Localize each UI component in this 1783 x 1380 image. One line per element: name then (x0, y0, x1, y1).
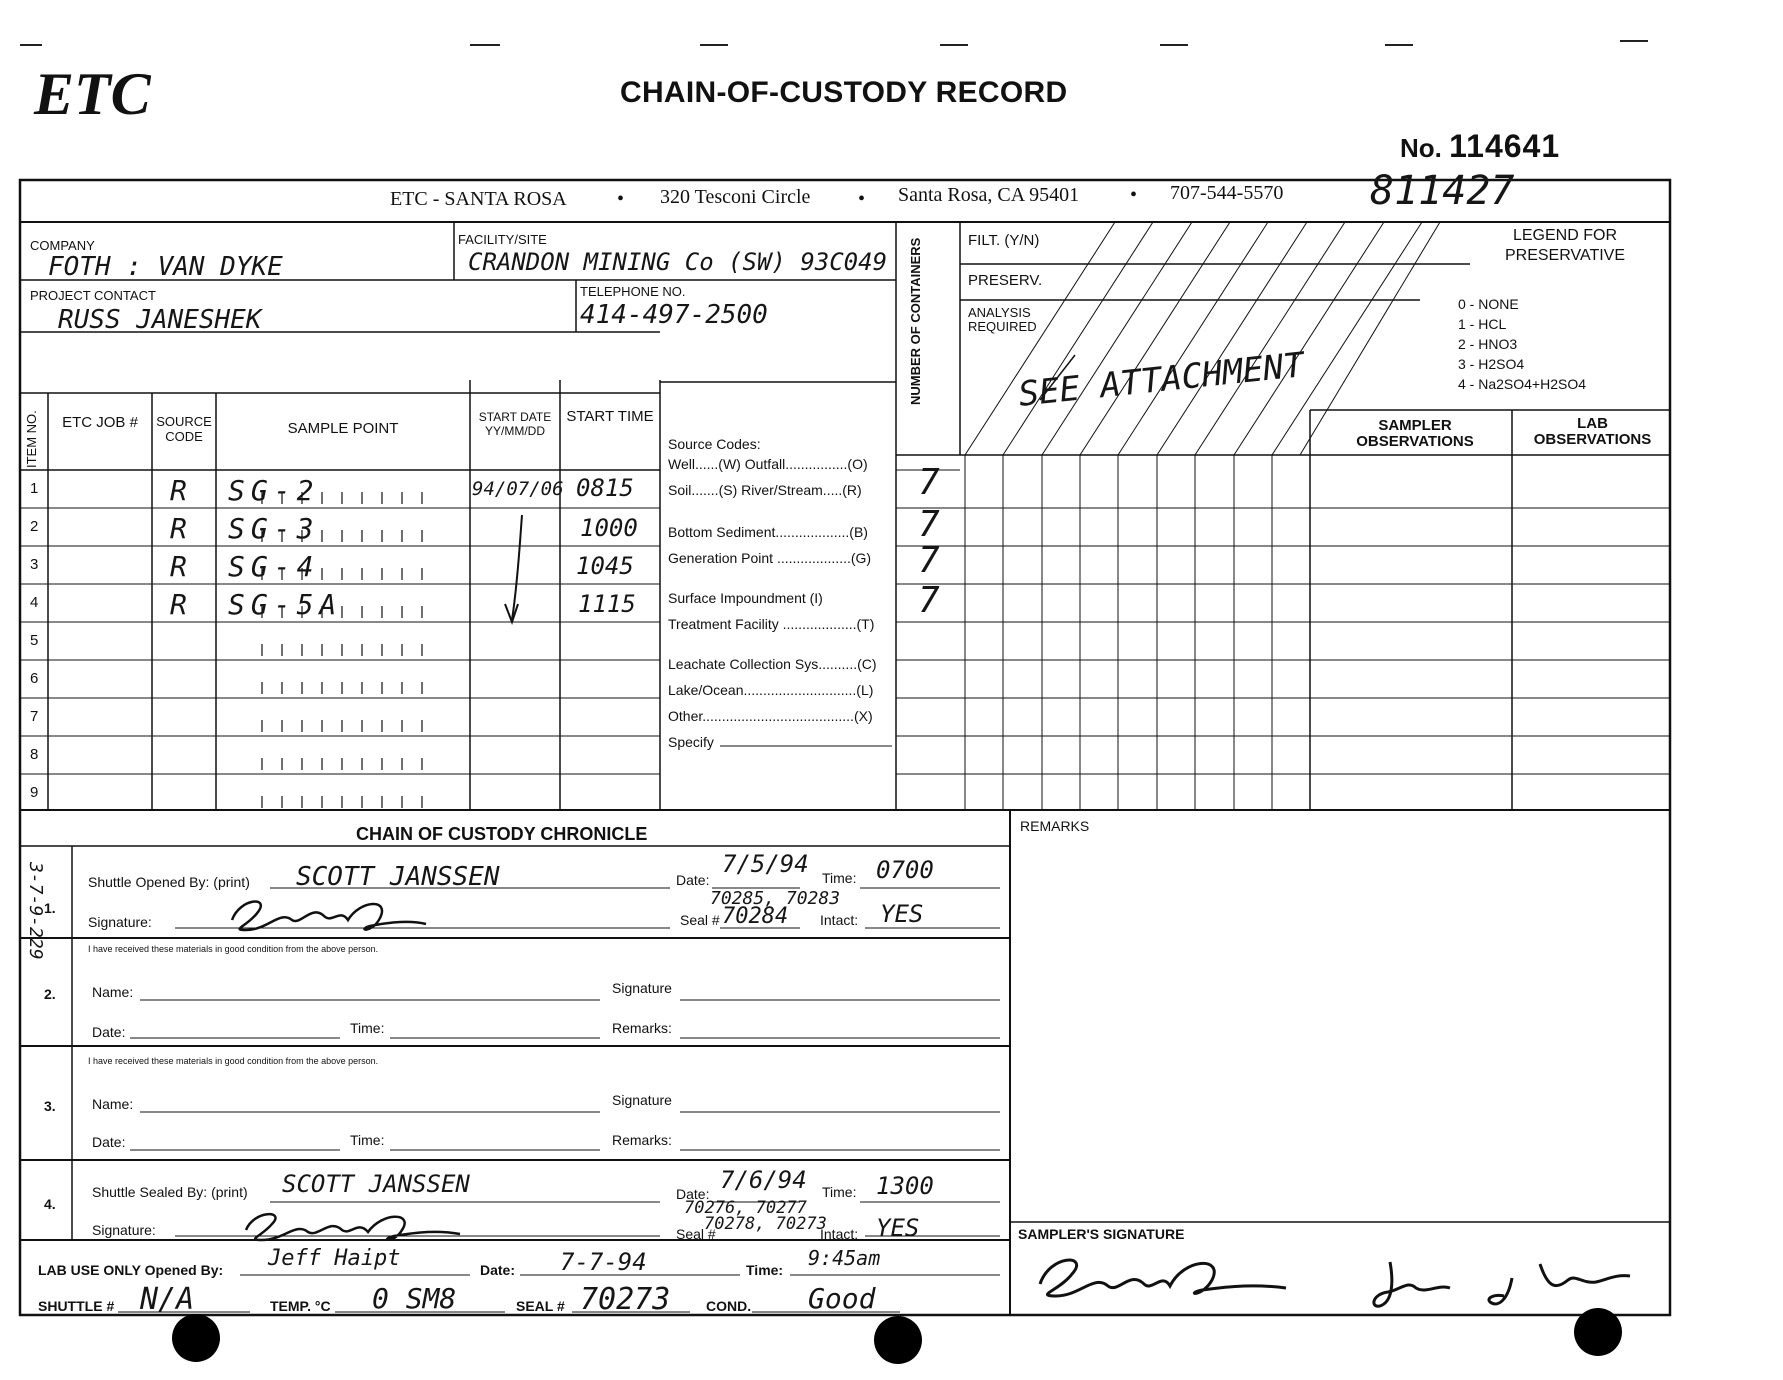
start-date-header: START DATE YY/MM/DD (478, 410, 552, 438)
item-number: 1 (30, 480, 39, 497)
row-sample-point: SG-3 (228, 512, 320, 545)
remarks-label: REMARKS (1020, 818, 1090, 834)
item-number: 5 (30, 632, 39, 649)
remarks-field-label: Remarks: (612, 1020, 672, 1036)
binder-hole (1574, 1308, 1622, 1356)
lab-name: ETC - SANTA ROSA (390, 188, 567, 210)
shuttle-number-label: SHUTTLE # (38, 1298, 115, 1314)
row-source-code: R (170, 512, 187, 545)
analysis-label-line2: REQUIRED (968, 319, 1037, 334)
source-code-line: Surface Impoundment (I) (668, 590, 823, 606)
remarks-field-label: Remarks: (612, 1132, 672, 1148)
source-code-line: Soil.......(S) River/Stream.....(R) (668, 482, 862, 498)
source-code-line: Specify (668, 734, 714, 750)
legend-item: 4 - Na2SO4+H2SO4 (1458, 376, 1587, 392)
facility-value: CRANDON MINING Co (SW) 93C049 (468, 248, 888, 276)
item-number: 7 (30, 708, 39, 725)
row-containers: 7 (918, 504, 940, 545)
row-sample-point: SG-2 (228, 474, 320, 507)
source-code-line: Other.......................................(X) (668, 708, 873, 724)
analysis-required-label (968, 306, 1037, 334)
document-number-label: No. (1400, 133, 1442, 163)
item-number: 2 (30, 518, 39, 535)
time-label: Time: (350, 1020, 385, 1036)
legend-item: 0 - NONE (1458, 296, 1519, 312)
time-label: Time: (822, 870, 857, 886)
chronicle-title: CHAIN OF CUSTODY CHRONICLE (356, 824, 648, 844)
source-code-line: Bottom Sediment...................(B) (668, 524, 868, 540)
source-code-line: Generation Point ...................(G) (668, 550, 872, 566)
address-separator: • (858, 188, 866, 210)
analysis-label-line1: ANALYSIS (968, 305, 1031, 320)
time-label: Time: (350, 1132, 385, 1148)
seal-number-value: 70273 (580, 1282, 671, 1317)
item-number: 3 (30, 556, 39, 573)
row-source-code: R (170, 474, 187, 507)
date-value: 7/5/94 (722, 850, 809, 878)
source-code-line: Treatment Facility ...................(T) (668, 616, 875, 632)
intact-value: YES (880, 900, 924, 928)
legend-item: 1 - HCL (1458, 316, 1507, 332)
row-start-time: 1115 (578, 590, 636, 618)
sampler-signature-image (1020, 1244, 1660, 1314)
entry-number: 2. (44, 986, 56, 1002)
lab-phone: 707-544-5570 (1170, 182, 1284, 204)
item-number: 4 (30, 594, 39, 611)
legend-list (1458, 294, 1586, 394)
facility-label: FACILITY/SITE (458, 232, 547, 247)
row-start-time: 1045 (576, 552, 634, 580)
source-code-line: Leachate Collection Sys..........(C) (668, 656, 877, 672)
entry-number: 3. (44, 1098, 56, 1114)
row-start-time: 0815 (576, 474, 634, 502)
seal-label: Seal # (680, 912, 720, 928)
shuttle-sealed-value: SCOTT JANSSEN (282, 1170, 470, 1198)
temp-label: TEMP. °C (270, 1298, 331, 1314)
binder-hole (874, 1316, 922, 1364)
shuttle-opened-value: SCOTT JANSSEN (296, 862, 500, 892)
signature-label: Signature (612, 1092, 672, 1108)
time-value: 0700 (876, 856, 934, 884)
project-contact-label: PROJECT CONTACT (30, 288, 156, 303)
sample-point-header: SAMPLE POINT (287, 420, 399, 437)
lab-use-time-label: Time: (746, 1262, 784, 1278)
date-label: Date: (676, 1186, 710, 1202)
row-source-code: R (170, 588, 187, 621)
filt-label: FILT. (Y/N) (968, 232, 1040, 249)
cond-value: Good (808, 1282, 876, 1315)
row-source-code: R (170, 550, 187, 583)
row-containers: 7 (918, 540, 940, 581)
temp-value: 0 SM8 (372, 1282, 457, 1315)
address-separator: • (1130, 184, 1138, 206)
lab-street: 320 Tesconi Circle (660, 186, 811, 208)
telephone-label: TELEPHONE NO. (580, 284, 686, 299)
etc-logo: ETC (34, 61, 151, 127)
seal-numbers: 70278, 70273 (704, 1214, 827, 1234)
received-note: I have received these materials in good condition from the above person. (88, 1056, 379, 1066)
seal-label: Seal # (676, 1226, 716, 1242)
source-code-line: Lake/Ocean.............................(L) (668, 682, 874, 698)
seal-numbers: 70276, 70277 (684, 1198, 807, 1218)
date-label: Date: (92, 1024, 126, 1040)
seal-value: 70284 (722, 904, 789, 929)
row-sample-point: SG-4 (228, 550, 320, 583)
received-note: I have received these materials in good condition from the above person. (88, 944, 379, 954)
shuttle-sealed-label: Shuttle Sealed By: (print) (92, 1184, 248, 1200)
signature-image (238, 1206, 468, 1246)
sampler-observations-header: SAMPLER OBSERVATIONS (1356, 417, 1474, 450)
date-value: 7/6/94 (720, 1166, 807, 1194)
item-no-header: ITEM NO. (24, 410, 39, 468)
item-number: 6 (30, 670, 39, 687)
see-attachment-note: SEE ATTACHMENT (1016, 345, 1306, 415)
date-label: Date: (676, 872, 710, 888)
row-start-date: 94/07/06 (472, 478, 564, 500)
binder-hole (172, 1314, 220, 1362)
entry-number: 4. (44, 1196, 56, 1212)
source-code-line: Source Codes: (668, 436, 761, 452)
intact-value: YES (876, 1214, 920, 1242)
signature-label: Signature: (92, 1222, 156, 1238)
intact-label: Intact: (820, 912, 859, 928)
row-containers: 7 (918, 580, 940, 621)
seal-number-label: SEAL # (516, 1298, 565, 1314)
handwritten-reference: 811427 (1370, 168, 1515, 214)
cond-label: COND. (706, 1298, 752, 1314)
page-title: CHAIN-OF-CUSTODY RECORD (620, 76, 1068, 109)
signature-label: Signature: (88, 914, 152, 930)
entry-number: 1. (44, 900, 56, 916)
preserv-label: PRESERV. (968, 272, 1043, 289)
item-number: 9 (30, 784, 39, 801)
row-containers: 7 (918, 462, 940, 503)
lab-use-date-label: Date: (480, 1262, 516, 1278)
shuttle-number-value: N/A (140, 1282, 195, 1317)
item-number: 8 (30, 746, 39, 763)
name-label: Name: (92, 984, 134, 1000)
lab-observations-header: LAB OBSERVATIONS (1533, 415, 1652, 448)
number-containers-label: NUMBER OF CONTAINERS (908, 237, 923, 405)
time-label: Time: (822, 1184, 857, 1200)
signature-label: Signature (612, 980, 672, 996)
telephone-value: 414-497-2500 (580, 300, 768, 330)
lab-use-date-value: 7-7-94 (560, 1248, 647, 1276)
legend-item: 3 - H2SO4 (1458, 356, 1525, 372)
source-code-header: SOURCE CODE (156, 414, 212, 444)
source-code-line: Well......(W) Outfall................(O) (668, 456, 868, 472)
lab-city: Santa Rosa, CA 95401 (898, 184, 1080, 206)
side-note: 3-7-9-229 (25, 862, 46, 960)
lab-use-opened-value: Jeff Haipt (268, 1246, 401, 1271)
signature-image (220, 890, 440, 940)
document-number-value: 114641 (1449, 128, 1561, 164)
legend-item: 2 - HNO3 (1458, 336, 1518, 352)
lab-use-time-value: 9:45am (808, 1246, 881, 1270)
project-contact-value: RUSS JANESHEK (58, 305, 262, 335)
row-sample-point: SG-5A (228, 588, 343, 621)
etc-job-header: ETC JOB # (62, 414, 138, 431)
start-time-header: START TIME (566, 408, 654, 425)
company-label: COMPANY (30, 238, 95, 253)
date-label: Date: (92, 1134, 126, 1150)
address-separator: • (617, 188, 625, 210)
row-start-time: 1000 (580, 514, 638, 542)
time-value: 1300 (876, 1172, 934, 1200)
intact-label: Intact: (820, 1226, 859, 1242)
company-value: FOTH : VAN DYKE (48, 252, 283, 282)
name-label: Name: (92, 1096, 134, 1112)
legend-title: LEGEND FOR PRESERVATIVE (1504, 227, 1626, 264)
sampler-signature-label: SAMPLER'S SIGNATURE (1018, 1226, 1185, 1242)
lab-use-opened-label: LAB USE ONLY Opened By: (38, 1262, 224, 1278)
shuttle-opened-label: Shuttle Opened By: (print) (88, 874, 250, 890)
seal-numbers: 70285, 70283 (710, 888, 841, 909)
